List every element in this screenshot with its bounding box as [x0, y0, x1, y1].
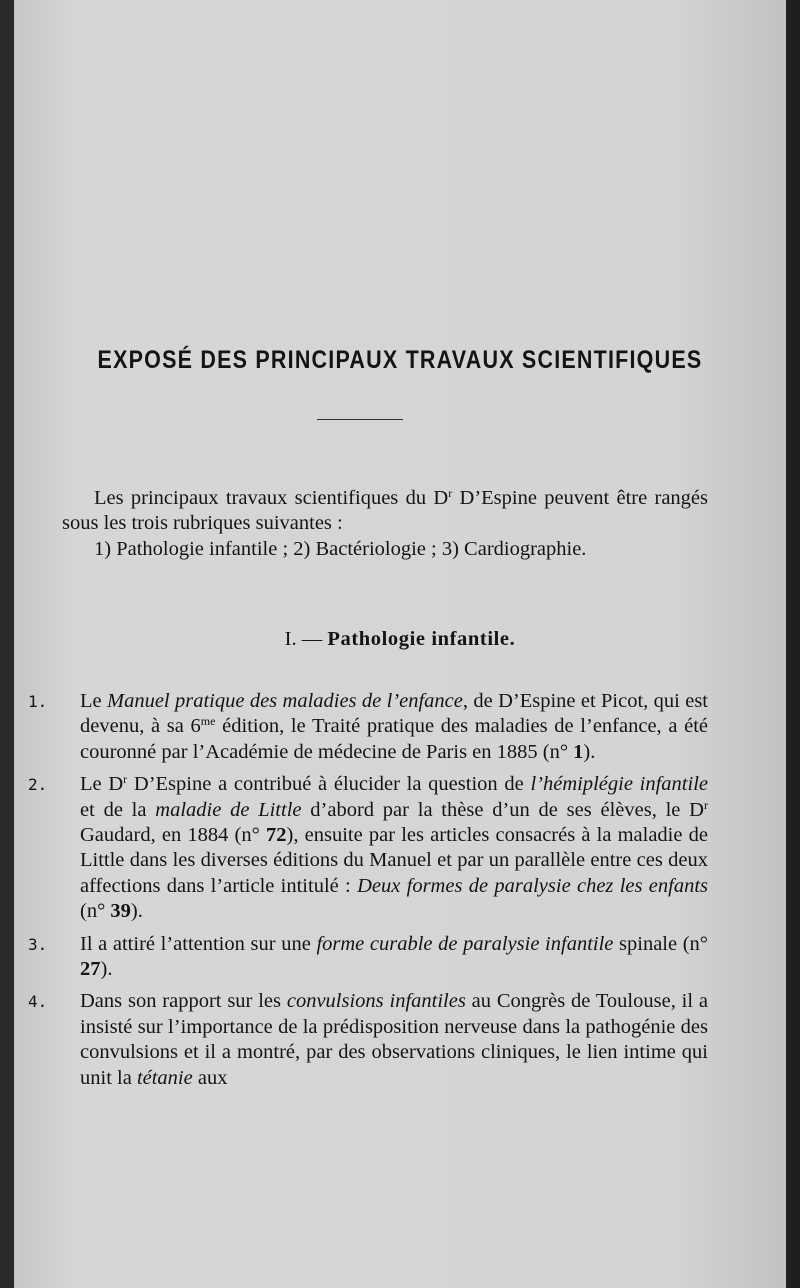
item-text: Gaudard, en 1884 (n°: [80, 824, 267, 847]
item-text: ).: [130, 900, 143, 923]
item-ref-number: 39: [110, 900, 131, 923]
item-text: ).: [583, 740, 596, 763]
item-italic: tétanie: [136, 1066, 193, 1089]
item-text: Le D: [80, 773, 124, 796]
item-number: 2.: [28, 775, 48, 795]
item-body: [80, 772, 708, 924]
intro-text: Les principaux travaux scientifiques du D: [94, 487, 449, 509]
list-item-1: [28, 689, 708, 765]
intro-sup: r: [448, 486, 453, 500]
intro-paragraph: [62, 486, 708, 562]
item-italic: Manuel pratique des maladies de l’enfance: [107, 690, 463, 712]
intro-line-1: [62, 486, 708, 537]
item-sup: me: [200, 714, 216, 729]
item-italic: Deux formes de paralysie chez les enfants: [357, 874, 709, 897]
intro-line-2: 1) Pathologie infantile ; 2) Bactériologie ; 3) Cardiographie.: [94, 537, 587, 560]
item-body: [80, 689, 708, 765]
page-edge-shadow: [786, 0, 800, 1288]
item-italic: forme curable de paralysie infantile: [316, 932, 614, 955]
item-number: 3.: [28, 934, 48, 954]
item-sup: r: [704, 797, 708, 812]
item-ref-number: 72: [266, 824, 287, 847]
item-text: Le: [80, 690, 107, 712]
item-text: , de D’Espine et Picot, qui est devenu, à sa 6: [80, 690, 708, 738]
section-title-text: Pathologie infantile.: [327, 628, 516, 650]
item-text: Dans son rapport sur les: [80, 990, 287, 1013]
item-sup: r: [123, 772, 128, 787]
item-ref-number: 1: [573, 740, 584, 763]
item-text: et de la: [80, 798, 156, 821]
section-title: [14, 628, 786, 651]
item-text: au Congrès de Toulouse, il a insisté sur l’importance de la prédisposition nerveuse dans la pathogénie des convulsions et il a montré, par des observations cliniques, le lien intime qui unit la: [80, 990, 708, 1089]
item-italic: l’hémiplégie infantile: [530, 773, 708, 796]
page: [14, 0, 786, 1288]
page-heading: EXPOSÉ DES PRINCIPAUX TRAVAUX SCIENTIFIQUES: [97, 346, 703, 374]
list-item-2: [28, 772, 708, 924]
item-text: (n°: [80, 900, 111, 923]
item-text: ), ensuite par les articles consacrés à la maladie de Little dans les diverses éditions du Manuel et par un parallèle entre ces deux affections dans l’article intitulé :: [80, 824, 708, 897]
item-list: [28, 689, 708, 1098]
item-body: [80, 989, 708, 1091]
item-text: édition, le Traité pratique des maladies de l’enfance, a été couronné par l’Académie de médecine de Paris en 1885 (n°: [80, 715, 709, 763]
item-text: D’Espine a contribué à élucider la question de: [127, 773, 531, 796]
item-italic: maladie de Little: [155, 798, 302, 821]
list-item-4: [28, 989, 708, 1091]
item-body: [80, 932, 708, 983]
section-numeral: I. —: [284, 628, 328, 650]
item-number: 1.: [28, 692, 48, 711]
item-text: aux: [192, 1066, 228, 1089]
item-italic: convulsions infantiles: [286, 990, 466, 1013]
item-text: ).: [100, 958, 113, 981]
list-item-3: [28, 932, 708, 983]
item-text: d’abord par la thèse d’un de ses élèves, le D: [301, 798, 704, 821]
item-ref-number: 27: [80, 958, 101, 981]
item-number: 4.: [28, 992, 48, 1012]
heading-rule: [317, 419, 403, 420]
item-text: Il a attiré l’attention sur une: [80, 932, 317, 955]
intro-text: D’Espine peuvent être rangés sous les trois rubriques suivantes :: [62, 487, 709, 535]
item-text: spinale (n°: [613, 932, 708, 955]
